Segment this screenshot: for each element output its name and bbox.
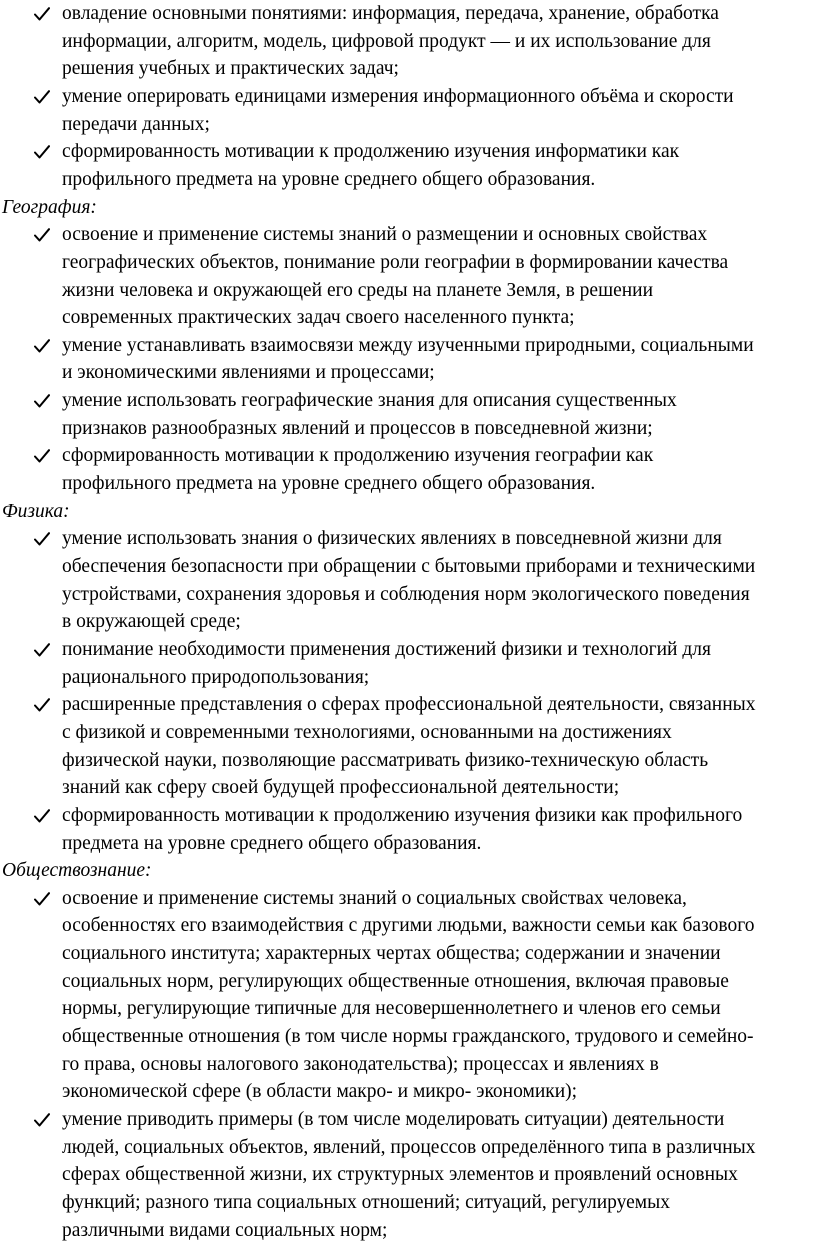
checkmark-icon [34,394,50,408]
list-item-text-line: решения учебных и практических задач; [62,58,399,80]
list-item-text-line: овладение основными понятиями: информация, передача, хранение, обработка [62,3,719,24]
list-item-text-line: информации, алгоритм, модель, цифровой продукт — и их использование для [62,30,711,52]
checkmark-icon [34,228,50,242]
section-heading: География: [2,196,97,218]
checkmark-bullet [34,0,50,29]
list-item-text-line: сформированность мотивации к продолжению изучения физики как профильного [62,804,743,826]
list-item-text-line: с физикой и современными технологиями, основанными на достижениях [62,721,672,743]
checkmark-icon [34,809,50,823]
list-item-text-line: в окружающей среде; [62,611,241,633]
list-item-text-line: обеспечения безопасности при обращении с бытовыми приборами и техническими [62,556,756,577]
checkmark-icon [34,1113,50,1127]
list-item-text-line: умение устанавливать взаимосвязи между изученными природными, социальными [62,334,754,356]
checkmark-bullet [34,1105,50,1135]
checkmark-bullet [34,635,50,665]
list-item-text-line: особенностях его взаимодействия с другими людьми, важности семьи как базового [62,915,755,937]
checkmark-bullet [34,524,50,554]
list-item-text-line: социального института; характерных чертах общества; содержании и значении [62,943,721,965]
list-item-text-line: освоение и применение системы знаний о размещении и основных свойствах [62,224,708,246]
list-item-text-line: умение оперировать единицами измерения информационного объёма и скорости [62,85,734,107]
checkmark-bullet [34,801,50,831]
checkmark-icon [34,7,50,21]
list-item-text-line: расширенные представления о сферах профессиональной деятельности, связанных [62,694,756,716]
list-item-text-line: профильного предмета на уровне среднего общего образования. [62,473,596,495]
checkmark-icon [34,643,50,657]
list-item-text-line: знаний как сферу своей будущей профессиональной деятельности; [62,777,620,799]
checkmark-bullet [34,884,50,914]
list-item-text-line: го права, основы налогового законодательства); процессах и явлениях в [62,1053,659,1075]
checkmark-icon [34,698,50,712]
list-item-text-line: жизни человека и окружающей его среды на планете Земля, в решении [62,279,654,301]
list-item-text-line: экономической сфере (в области макро- и микро- экономики); [62,1081,578,1103]
list-item-text-line: нормы, регулирующие типичные для несовершеннолетнего и членов его семьи [62,998,721,1020]
checkmark-bullet [34,386,50,416]
list-item-text-line: общественные отношения (в том числе нормы гражданского, трудового и семейно- [62,1026,754,1048]
list-item-text-line: признаков разнообразных явлений и процессов в повседневной жизни; [62,417,653,439]
list-item-text-line: социальных норм, регулирующих общественные отношения, включая правовые [62,970,729,992]
list-item-text-line: передачи данных; [62,113,210,135]
checkmark-bullet [34,220,50,250]
section-heading: Обществознание: [2,860,152,882]
checkmark-icon [34,145,50,159]
checkmark-bullet [34,331,50,361]
checkmark-icon [34,449,50,463]
checkmark-bullet [34,137,50,167]
list-item-text-line: профильного предмета на уровне среднего общего образования. [62,168,596,190]
list-item-text-line: функций; разного типа социальных отношений; ситуаций, регулируемых [62,1191,670,1213]
checkmark-icon [34,892,50,906]
list-item-text-line: различными видами социальных норм; [62,1219,388,1241]
section-heading: Физика: [2,500,70,522]
list-item-text-line: современных практических задач своего населенного пункта; [62,307,575,329]
checkmark-bullet [34,82,50,112]
list-item-text-line: понимание необходимости применения достижений физики и технологий для [62,638,711,660]
list-item-text-line: умение использовать географические знания для описания существенных [62,390,677,412]
list-item-text-line: устройствами, сохранения здоровья и соблюдения норм экологического поведения [62,583,750,605]
list-item-text-line: сформированность мотивации к продолжению изучения информатики как [62,141,680,163]
checkmark-bullet [34,690,50,720]
list-item-text-line: и экономическими явлениями и процессами; [62,362,435,384]
list-item-text-line: географических объектов, понимание роли географии в формировании качества [62,251,729,273]
checkmark-bullet [34,441,50,471]
list-item-text-line: сферах общественной жизни, их структурных элементов и проявлений основных [62,1164,738,1186]
list-item-text-line: людей, социальных объектов, явлений, процессов определённого типа в различных [62,1136,756,1158]
list-item-text-line: физической науки, позволяющие рассматривать физико-техническую область [62,749,709,771]
checkmark-icon [34,339,50,353]
list-item-text-line: умение использовать знания о физических явлениях в повседневной жизни для [62,528,722,550]
checkmark-icon [34,532,50,546]
list-item-text-line: освоение и применение системы знаний о социальных свойствах человека, [62,887,687,909]
list-item-text-line: предмета на уровне среднего общего образования. [62,832,482,854]
list-item-text-line: рационального природопользования; [62,666,370,688]
checkmark-icon [34,90,50,104]
list-item-text-line: сформированность мотивации к продолжению изучения географии как [62,445,654,467]
list-item-text-line: умение приводить примеры (в том числе моделировать ситуации) деятельности [62,1109,725,1130]
